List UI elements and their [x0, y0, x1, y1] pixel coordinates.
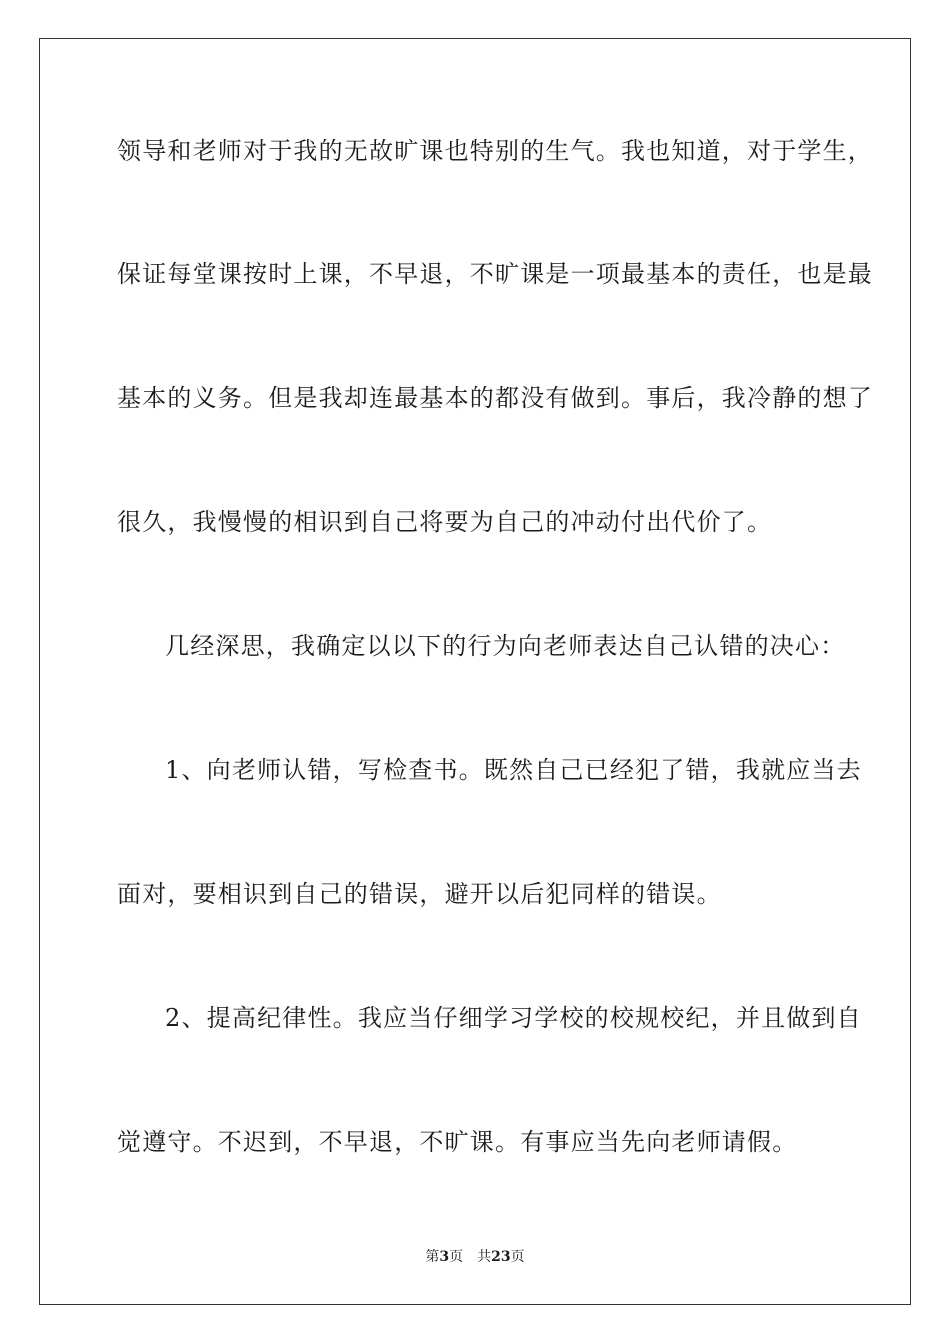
page-footer	[0, 1248, 950, 1266]
body-line-5: 几经深思，我确定以以下的行为向老师表达自己认错的决心：	[165, 632, 846, 660]
body-line-1: 领导和老师对于我的无故旷课也特别的生气。我也知道，对于学生，	[117, 137, 873, 165]
body-line-6: 1、向老师认错，写检查书。既然自己已经犯了错，我就应当去	[165, 756, 862, 784]
body-line-8: 2、提高纪律性。我应当仔细学习学校的校规校纪，并且做到自	[165, 1004, 862, 1032]
body-line-9: 觉遵守。不迟到，不早退，不旷课。有事应当先向老师请假。	[117, 1128, 798, 1156]
page-current: 3	[439, 1249, 450, 1265]
body-line-4: 很久，我慢慢的相识到自己将要为自己的冲动付出代价了。	[117, 508, 773, 536]
body-line-2: 保证每堂课按时上课，不早退，不旷课是一项最基本的责任，也是最	[117, 260, 873, 288]
page-suffix: 页	[449, 1249, 464, 1265]
page-border	[39, 38, 911, 1305]
body-line-3: 基本的义务。但是我却连最基本的都没有做到。事后，我冷静的想了	[117, 384, 873, 412]
page-prefix: 第	[425, 1249, 440, 1265]
page-total: 23	[491, 1249, 511, 1265]
total-suffix: 页	[510, 1249, 525, 1265]
body-line-7: 面对，要相识到自己的错误，避开以后犯同样的错误。	[117, 880, 722, 908]
total-prefix: 共	[477, 1249, 492, 1265]
